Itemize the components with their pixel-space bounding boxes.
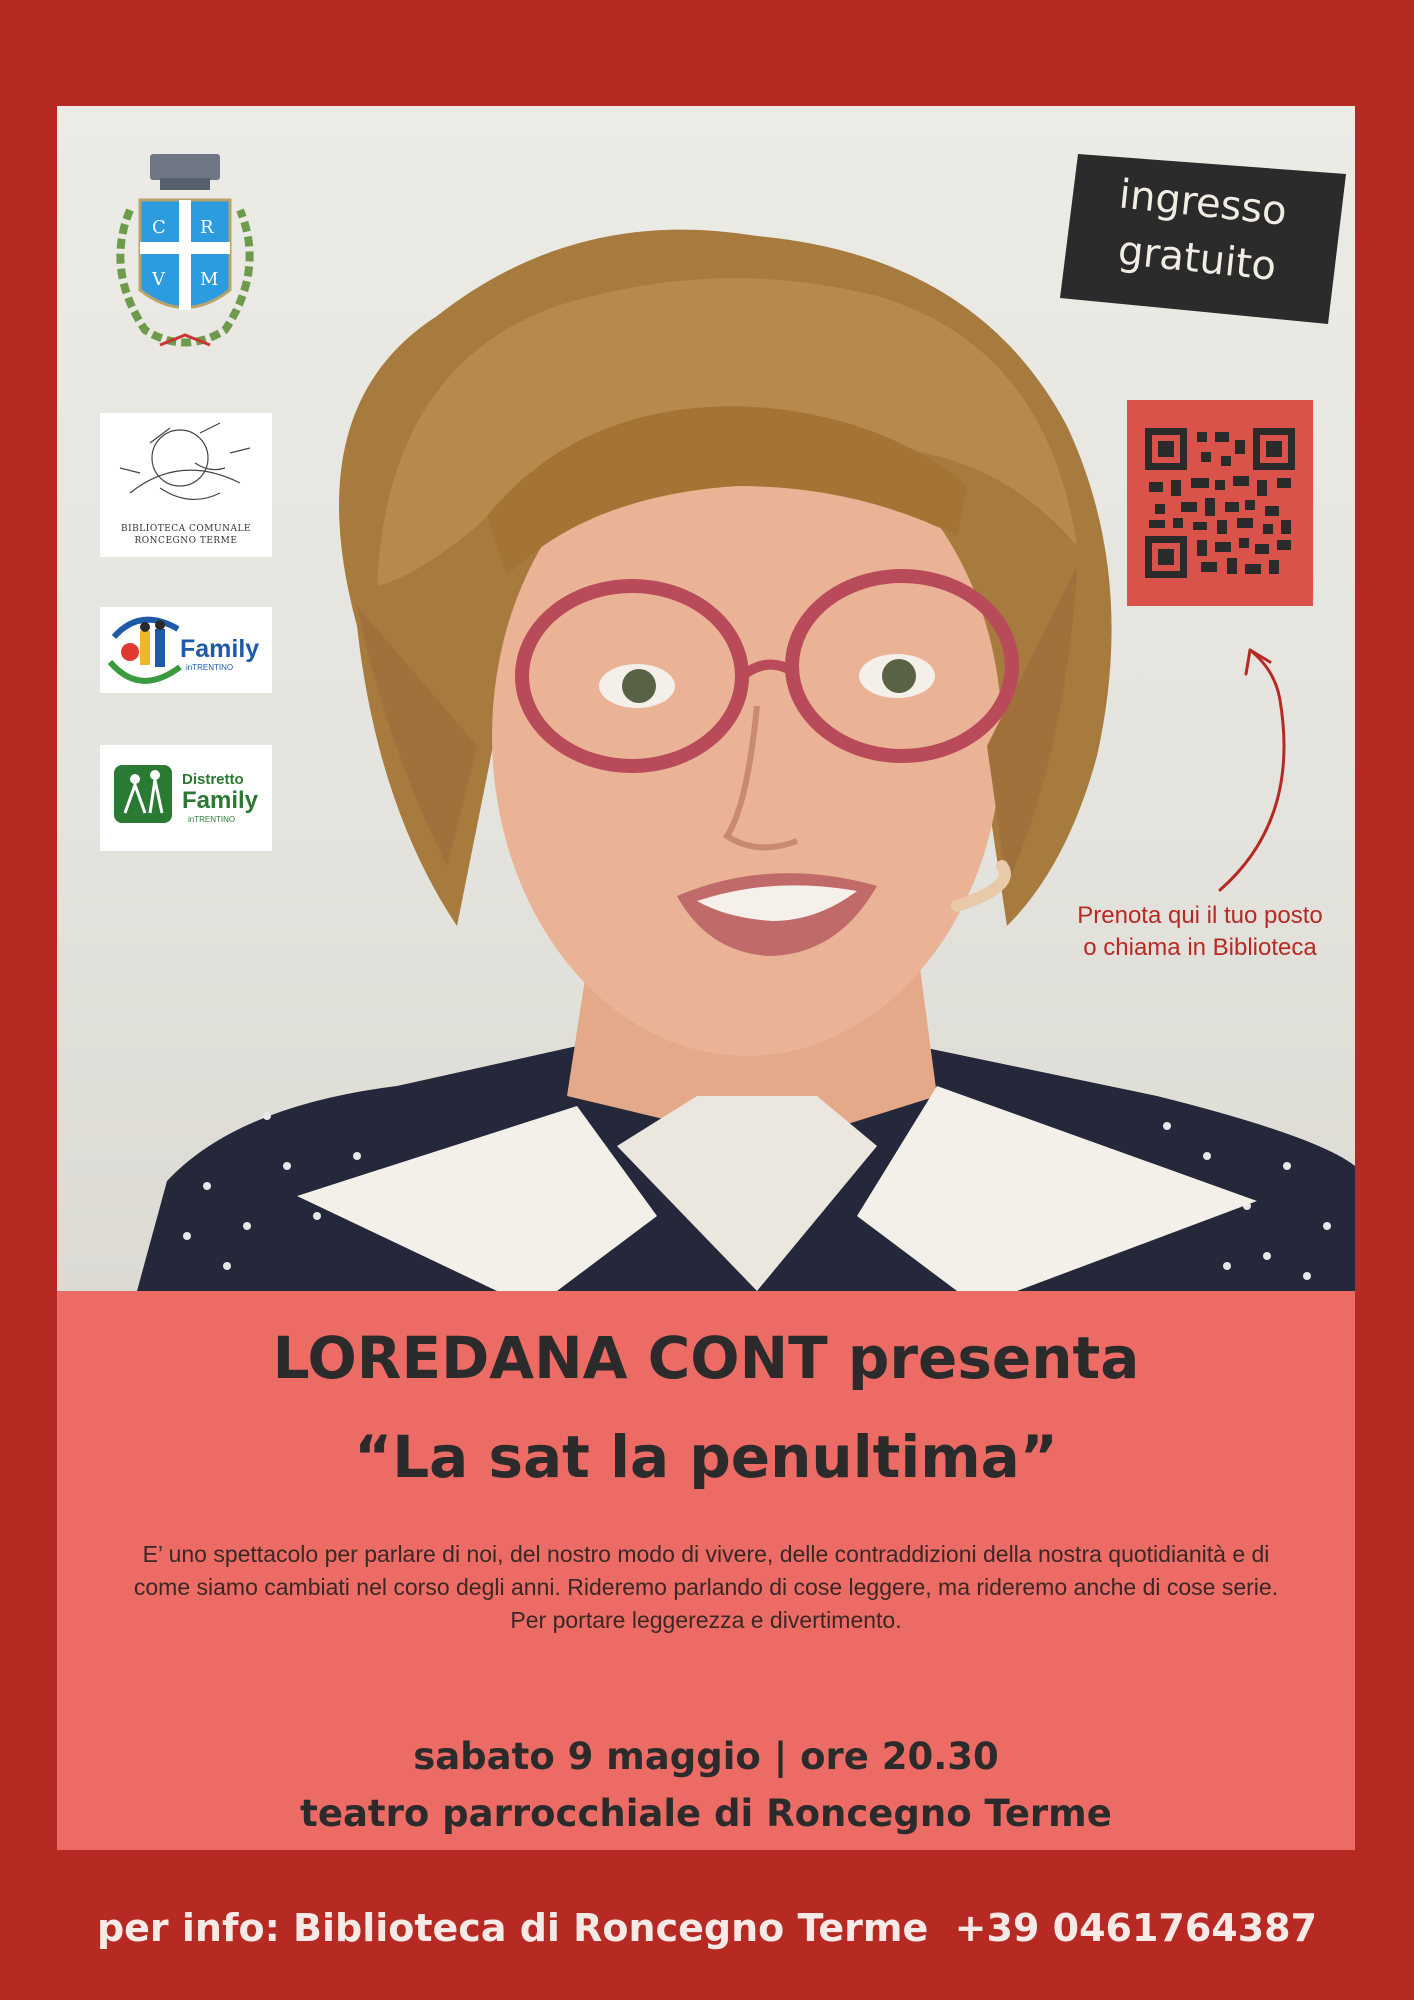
booking-line-1: Prenota qui il tuo posto [1077,902,1323,929]
distretto-family-logo [100,745,272,851]
library-logo-label: BIBLIOTECA COMUNALE RONCEGNO TERME [121,524,251,546]
library-drawing-icon [100,413,272,523]
coat-letter-c: C [152,217,166,238]
coat-of-arms-icon [100,150,270,365]
event-title-line-1: LOREDANA CONT presenta [272,1324,1140,1392]
free-entry-text: ingresso gratuito [1115,171,1289,291]
library-logo [100,413,272,557]
distretto-family-logo-subtitle: inTRENTINO [188,815,236,824]
family-logo-title: Family [180,635,260,663]
footer-contact-info: per info: Biblioteca di Roncegno Terme +39 0461764387 [96,1906,1318,1950]
event-title-line-2: “La sat la penultima” [354,1423,1058,1491]
booking-qr-code[interactable] [1145,428,1295,578]
family-in-trentino-logo [100,607,272,693]
coat-letter-r: R [200,217,214,238]
event-venue: teatro parrocchiale di Roncegno Terme [300,1792,1112,1835]
event-description-text: E’ uno spettacolo per parlare di noi, del nostro modo di vivere, delle contraddizioni della nostra quotidianità e di come siamo cambiati nel corso degli anni. Rideremo parlando di cose leggere, ma rideremo anche di cose serie. [133,1541,1279,1600]
curved-arrow-icon [1200,640,1320,900]
municipal-coat-of-arms-logo [100,150,270,365]
distretto-logo-label: Distretto [182,771,244,788]
event-description-tagline: Per portare leggerezza e divertimento. [510,1607,902,1633]
event-date-time: sabato 9 maggio | ore 20.30 [413,1735,999,1778]
booking-note [1040,900,1360,964]
coat-letter-v: V [152,269,165,290]
family-logo-subtitle: inTRENTINO [186,663,234,672]
booking-line-2: o chiama in Biblioteca [1083,934,1317,961]
coat-letter-m: M [200,269,219,290]
distretto-family-logo-title: Family [182,787,259,814]
event-description [130,1538,1282,1637]
